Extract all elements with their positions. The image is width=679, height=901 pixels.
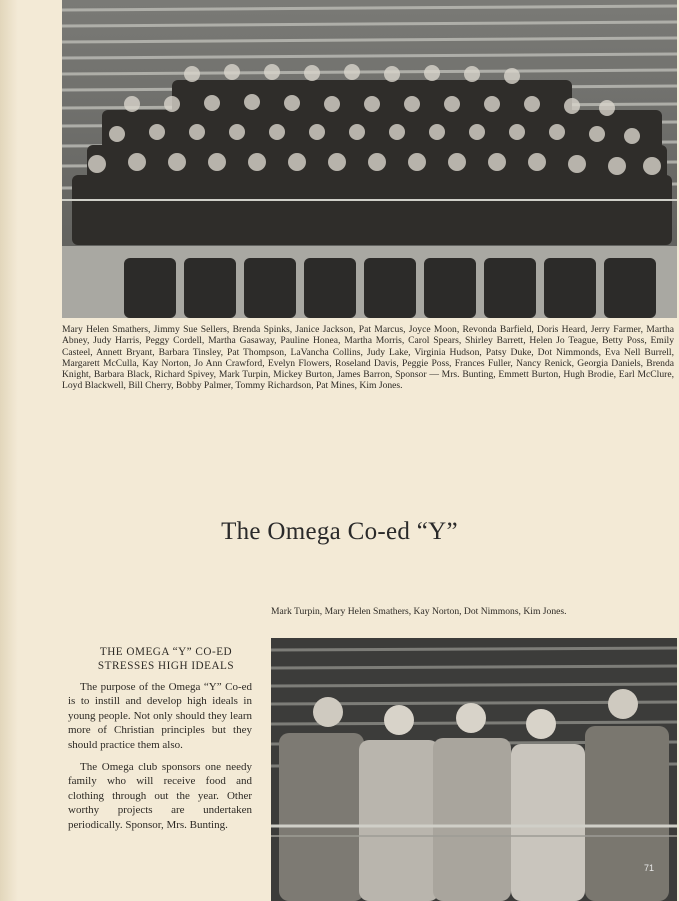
officers-photo-image	[271, 638, 677, 901]
officers-photo-caption: Mark Turpin, Mary Helen Smathers, Kay Norton, Dot Nimmons, Kim Jones.	[271, 606, 567, 617]
article-paragraph-2: The Omega club sponsors one needy family who will receive food and clothing through out the year. Other worthy projects are undertaken periodically. Sponsor, Mrs. Bunting.	[68, 761, 252, 831]
article-paragraph-1: The purpose of the Omega “Y” Co-ed is to instill and develop high ideals in young people. Not only should they learn more of Christian principles but they should practice them also.	[68, 681, 252, 751]
article-body	[68, 680, 252, 840]
officers-photo	[271, 638, 677, 901]
article-heading	[68, 645, 264, 673]
page-number: 71	[644, 863, 655, 873]
group-photo-caption: Mary Helen Smathers, Jimmy Sue Sellers, Brenda Spinks, Janice Jackson, Pat Marcus, Joyce Moon, Revonda Barfield, Doris Heard, Jerry Farmer, Martha Abney, Judy Harris, Peggy Cordell, Martha Gasaway, Pauline Honea, Martha Morris, Carol Spears, Shirley Barrett, Helen Jo Teague, Betty Poss, Emily Casteel, Annett Bryant, Barbara Tinsley, Pat Thompson, LaVancha Collins, Judy Lake, Virginia Hudson, Patsy Duke, Dot Nimmonds, Eva Nell Burrell, Margarett McCulla, Kay Norton, Jo Ann Crawford, Evelyn Flowers, Roseland Davis, Peggie Poss, Frances Fuller, Nancy Renick, Georgia Daniels, Brenda Knight, Barbara Black, Richard Spivey, Mark Turpin, Mickey Burton, James Barron, Sponsor — Mrs. Bunting, Emmett Burton, Hugh Brodie, Earl McClure, Loyd Blackwell, Bill Cherry, Bobby Palmer, Tommy Richardson, Pat Mines, Kim Jones.	[62, 324, 674, 392]
group-photo	[62, 0, 677, 318]
article-heading-line-1: THE OMEGA “Y” CO-ED	[99, 646, 233, 658]
page-title: The Omega Co-ed “Y”	[221, 518, 458, 545]
page-gutter	[0, 0, 18, 901]
article-heading-line-2: STRESSES HIGH IDEALS	[97, 660, 235, 672]
group-photo-image	[62, 0, 677, 318]
